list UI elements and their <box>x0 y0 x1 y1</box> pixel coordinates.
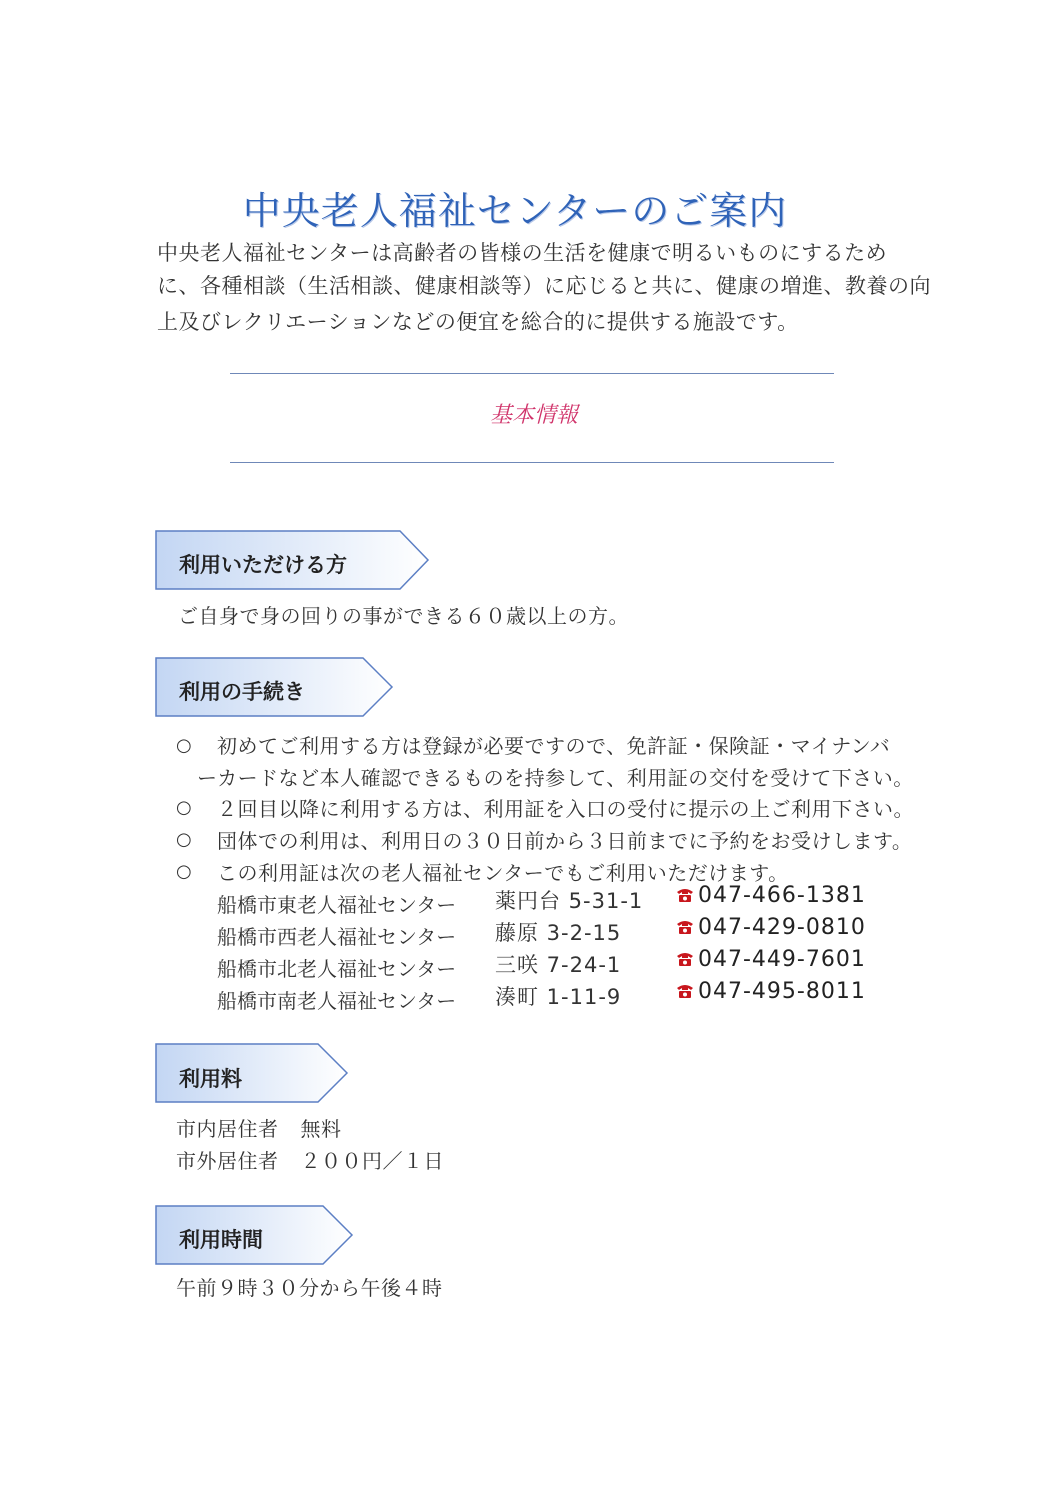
center-name: 船橋市西老人福祉センター <box>217 925 457 949</box>
fee-value: ２００円／１日 <box>300 1149 444 1173</box>
bullet-marker: ○ <box>176 735 192 756</box>
center-phone <box>675 883 866 908</box>
center-phone <box>675 979 866 1004</box>
fee-value: 無料 <box>300 1117 342 1141</box>
page-title: 中央老人福祉センターのご案内 <box>242 189 788 233</box>
intro-line-1: 中央老人福祉センターは高齢者の皆様の生活を健康で明るいものにするため <box>157 241 888 265</box>
fee-label: 市外居住者 <box>176 1149 279 1173</box>
phone-icon <box>675 918 695 935</box>
phone-icon <box>675 886 695 903</box>
section-header-procedure <box>155 657 395 717</box>
basic-info-heading: 基本情報 <box>489 403 578 428</box>
center-name: 船橋市南老人福祉センター <box>217 989 457 1013</box>
bullet-marker: ○ <box>176 797 192 818</box>
phone-number: 047-449-7601 <box>698 947 866 972</box>
phone-number: 047-495-8011 <box>698 979 866 1004</box>
phone-number: 047-466-1381 <box>698 883 866 908</box>
section-heading: 利用の手続き <box>179 680 305 704</box>
intro-line-2: に、各種相談（生活相談、健康相談等）に応じると共に、健康の増進、教養の向 <box>157 274 931 298</box>
center-row <box>217 985 456 1014</box>
bullet-marker: ○ <box>176 829 192 850</box>
procedure-item-1-cont: ーカードなど本人確認できるものを持参して、利用証の交付を受けて下さい。 <box>197 766 914 790</box>
phone-icon <box>675 950 695 967</box>
eligible-text: ご自身で身の回りの事ができる６０歳以上の方。 <box>178 604 629 628</box>
center-address: 湊町 1-11-9 <box>495 985 622 1009</box>
center-address: 薬円台 5-31-1 <box>495 889 644 913</box>
procedure-item-3: 団体での利用は、利用日の３０日前から３日前までに予約をお受けします。 <box>217 829 913 853</box>
hours-text: 午前９時３０分から午後４時 <box>176 1276 443 1300</box>
center-phone <box>675 915 866 940</box>
section-heading: 利用時間 <box>179 1228 263 1252</box>
center-phone <box>675 947 866 972</box>
center-address: 藤原 3-2-15 <box>495 921 622 945</box>
center-address: 三咲 7-24-1 <box>495 953 622 977</box>
phone-icon <box>675 982 695 999</box>
procedure-item-1: 初めてご利用する方は登録が必要ですので、免許証・保険証・マイナンバ <box>217 734 891 758</box>
center-name: 船橋市東老人福祉センター <box>217 893 457 917</box>
fee-label: 市内居住者 <box>176 1117 279 1141</box>
section-header-eligible <box>155 530 430 590</box>
center-name: 船橋市北老人福祉センター <box>217 957 457 981</box>
phone-number: 047-429-0810 <box>698 915 866 940</box>
section-heading: 利用いただける方 <box>179 553 347 577</box>
center-row <box>217 953 456 982</box>
procedure-item-4: この利用証は次の老人福祉センターでもご利用いただけます。 <box>217 861 789 885</box>
section-heading: 利用料 <box>179 1067 242 1091</box>
center-row <box>217 889 456 918</box>
divider-bottom <box>230 462 834 463</box>
fee-row <box>176 1145 444 1174</box>
section-header-fee <box>155 1043 350 1103</box>
fee-row <box>176 1113 342 1142</box>
section-header-hours <box>155 1205 355 1265</box>
intro-line-3: 上及びレクリエーションなどの便宜を総合的に提供する施設です。 <box>157 310 799 334</box>
bullet-marker: ○ <box>176 861 192 882</box>
divider-top <box>230 373 834 374</box>
center-row <box>217 921 456 950</box>
procedure-item-2: ２回目以降に利用する方は、利用証を入口の受付に提示の上ご利用下さい。 <box>217 797 914 821</box>
